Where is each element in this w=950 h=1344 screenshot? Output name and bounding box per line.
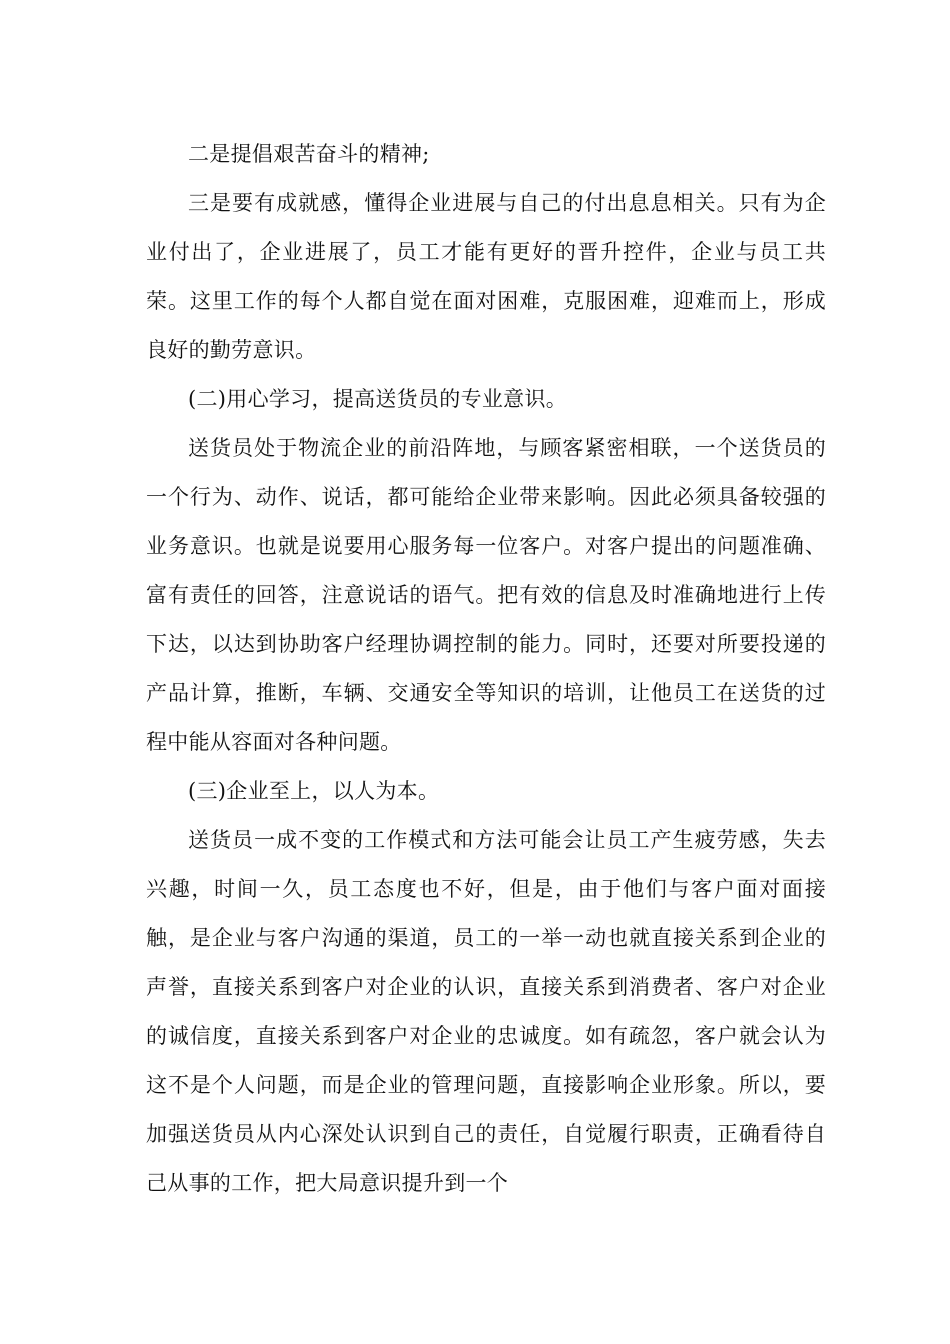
section-heading-2: (二)用心学习，提高送货员的专业意识。 — [188, 387, 568, 411]
section-heading-3: (三)企业至上，以人为本。 — [188, 779, 440, 803]
paragraph-3: 送货员处于物流企业的前沿阵地，与顾客紧密相联，一个送货员的一个行为、动作、说话，都可能给企业带来影响。因此必须具备较强的业务意识。也就是说要用心服务每一位客户。对客户提出的问题准确、富有责任的回答，注意说话的语气。把有效的信息及时准确地进行上传下达，以达到协助客户经理协调控制的能力。同时，还要对所要投递的产品计算，推断，车辆、交通安全等知识的培训，让他员工在送货的过程中能从容面对各种问题。 — [146, 436, 826, 754]
paragraph-4: 送货员一成不变的工作模式和方法可能会让员工产生疲劳感，失去兴趣，时间一久，员工态度也不好，但是，由于他们与客户面对面接触，是企业与客户沟通的渠道，员工的一举一动也就直接关系到企业的声誉，直接关系到客户对企业的认识，直接关系到消费者、客户对企业的诚信度，直接关系到客户对企业的忠诚度。如有疏忽，客户就会认为这不是个人问题，而是企业的管理问题，直接影响企业形象。所以，要加强送货员从内心深处认识到自己的责任，自觉履行职责，正确看待自己从事的工作，把大局意识提升到一个 — [146, 828, 826, 1195]
paragraph-2: 三是要有成就感，懂得企业进展与自己的付出息息相关。只有为企业付出了，企业进展了，员工才能有更好的晋升控件，企业与员工共荣。这里工作的每个人都自觉在面对困难，克服困难，迎难而上，形成良好的勤劳意识。 — [146, 191, 826, 362]
paragraph-1: 二是提倡艰苦奋斗的精神; — [188, 142, 430, 166]
document-body — [146, 130, 826, 1208]
